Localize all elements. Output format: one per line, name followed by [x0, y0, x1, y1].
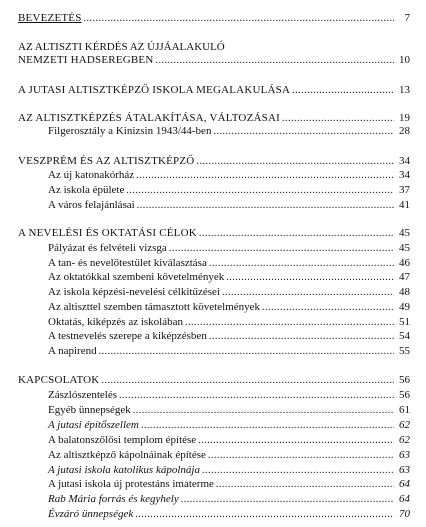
toc-title: NEMZETI HADSEREGBEN — [18, 54, 154, 66]
toc-entry-bevezetes — [18, 12, 410, 25]
toc-title: Oktatás, kiképzés az iskolában — [48, 316, 184, 328]
toc-title: VESZPRÉM ÉS AZ ALTISZTKÉPZŐ — [18, 155, 195, 167]
toc-title: A JUTASI ALTISZTKÉPZŐ ISKOLA MEGALAKULÁSA — [18, 84, 291, 96]
toc-page: 63 — [399, 464, 410, 476]
toc-page: 47 — [399, 271, 410, 283]
toc-entry-sub — [48, 434, 410, 447]
dot-leader — [202, 465, 394, 477]
toc-entry-sub — [48, 316, 410, 329]
toc-entry-atalakitasa — [18, 112, 410, 125]
toc-title: A testnevelés szerepe a kiképzésben — [48, 330, 207, 342]
toc-title: A jutasi iskola katolikus kápolnája — [48, 464, 200, 476]
dot-leader — [135, 509, 394, 521]
dot-leader — [119, 390, 394, 402]
toc-page: 10 — [399, 54, 410, 66]
toc-page: 37 — [399, 184, 410, 196]
dot-leader — [198, 435, 394, 447]
toc-title: Rab Mária forrás és kegyhely — [48, 493, 179, 505]
toc-page: 46 — [399, 257, 410, 269]
toc-entry-sub — [48, 125, 410, 138]
toc-page: 41 — [399, 199, 410, 211]
dot-leader — [226, 272, 394, 284]
toc-entry-sub — [48, 389, 410, 402]
toc-page: 55 — [399, 345, 410, 357]
dot-leader — [216, 479, 394, 491]
dot-leader — [292, 85, 394, 97]
toc-page: 62 — [399, 419, 410, 431]
toc-page: 7 — [404, 12, 410, 24]
toc-entry-sub — [48, 242, 410, 255]
toc-entry-sub — [48, 169, 410, 182]
dot-leader — [222, 287, 394, 299]
toc-page: 45 — [399, 242, 410, 254]
toc-page: 28 — [399, 125, 410, 137]
toc-entry-megalakulasa — [18, 84, 410, 97]
dot-leader — [282, 113, 394, 125]
toc-title: Zászlószentelés — [48, 389, 118, 401]
dot-leader — [84, 13, 394, 25]
toc-entry-sub — [48, 493, 410, 506]
toc-entry-kapcsolatok — [18, 374, 410, 387]
toc-page: 63 — [399, 449, 410, 461]
dot-leader — [181, 494, 394, 506]
dot-leader — [137, 200, 394, 212]
toc-entry-veszprem — [18, 155, 410, 168]
toc-page: 64 — [399, 478, 410, 490]
dot-leader — [126, 185, 394, 197]
toc-title: Az iskola épülete — [48, 184, 125, 196]
toc-title: Az altiszttel szemben támasztott követelmények — [48, 301, 260, 313]
toc-page: 56 — [399, 389, 410, 401]
toc-title: A NEVELÉSI ÉS OKTATÁSI CÉLOK — [18, 227, 197, 239]
toc-entry-sub — [48, 478, 410, 491]
dot-leader — [208, 450, 394, 462]
toc-page: 34 — [399, 155, 410, 167]
toc-page: 19 — [399, 112, 410, 124]
toc-page: 48 — [399, 286, 410, 298]
toc-title: A város felajánlásai — [48, 199, 135, 211]
toc-page: 70 — [399, 508, 410, 520]
toc-entry-sub — [48, 257, 410, 270]
toc-entry-altiszti-kerdes — [18, 40, 410, 67]
toc-page: 54 — [399, 330, 410, 342]
toc-page: 13 — [399, 84, 410, 96]
toc-entry-sub — [48, 199, 410, 212]
toc-entry-sub — [48, 184, 410, 197]
toc-page: 64 — [399, 493, 410, 505]
dot-leader — [213, 126, 394, 138]
dot-leader — [136, 170, 394, 182]
toc-page: 49 — [399, 301, 410, 313]
dot-leader — [209, 258, 394, 270]
toc-entry-sub — [48, 449, 410, 462]
toc-title: Az iskola képzési-nevelési célkitűzései — [48, 286, 220, 298]
toc-title: Az altisztképző kápolnáinak építése — [48, 449, 206, 461]
toc-title: A napirend — [48, 345, 97, 357]
toc-title: Az új katonakórház — [48, 169, 135, 181]
toc-page: 61 — [399, 404, 410, 416]
toc-title: AZ ALTISZTKÉPZÉS ÁTALAKÍTÁSA, VÁLTOZÁSAI — [18, 112, 280, 124]
dot-leader — [196, 156, 394, 168]
dot-leader — [99, 346, 394, 358]
dot-leader — [101, 375, 394, 387]
dot-leader — [155, 55, 394, 67]
toc-title: KAPCSOLATOK — [18, 374, 100, 386]
toc-entry-nevelesi — [18, 227, 410, 240]
toc-page: 34 — [399, 169, 410, 181]
toc-entry-sub — [48, 419, 410, 432]
toc-title: Az oktatókkal szembeni követelmények — [48, 271, 225, 283]
toc-entry-sub — [48, 345, 410, 358]
dot-leader — [185, 317, 394, 329]
dot-leader — [169, 243, 394, 255]
toc-entry-sub — [48, 271, 410, 284]
toc-entry-sub — [48, 301, 410, 314]
toc-title: A tan- és nevelőtestület kiválasztása — [48, 257, 207, 269]
toc-entry-sub — [48, 464, 410, 477]
toc-title: A balatonszőlősi templom építése — [48, 434, 197, 446]
toc-page: 56 — [399, 374, 410, 386]
toc-title-line1: AZ ALTISZTI KÉRDÉS AZ ÚJJÁALAKULÓ — [18, 41, 225, 53]
toc-title: Pályázat és felvételi vizsga — [48, 242, 167, 254]
dot-leader — [262, 302, 394, 314]
toc-page: 45 — [399, 227, 410, 239]
toc-entry-sub — [48, 330, 410, 343]
dot-leader — [199, 228, 394, 240]
toc-page: 51 — [399, 316, 410, 328]
toc-title: Évzáró ünnepségek — [48, 508, 134, 520]
toc-title: Filgerosztály a Kinizsin 1943/44-ben — [48, 125, 212, 137]
toc-title: Egyéb ünnepségek — [48, 404, 131, 416]
dot-leader — [133, 405, 394, 417]
toc-title: BEVEZETÉS — [18, 12, 82, 24]
toc-entry-sub — [48, 286, 410, 299]
toc-page: 62 — [399, 434, 410, 446]
dot-leader — [141, 420, 394, 432]
toc-title: A jutasi iskola új protestáns imaterme — [48, 478, 214, 490]
dot-leader — [209, 331, 394, 343]
toc-entry-sub — [48, 404, 410, 417]
toc-entry-sub — [48, 508, 410, 521]
toc-title: A jutasi építőszellem — [48, 419, 139, 431]
